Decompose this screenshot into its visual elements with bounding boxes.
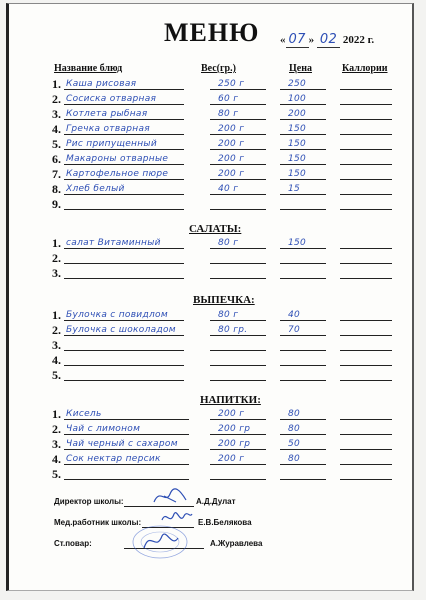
dish-name [66, 251, 182, 264]
row-number: 3. [52, 338, 61, 352]
dish-weight: 80 гр. [218, 325, 248, 335]
row-number: 4. [52, 452, 61, 466]
menu-row [0, 251, 426, 265]
dish-weight: 80 г [218, 238, 239, 248]
row-number: 3. [52, 107, 61, 121]
dish-price [288, 338, 330, 351]
dish-name: Гречка отварная [66, 124, 150, 134]
column-header-weight: Вес(гр.) [201, 63, 236, 74]
dish-calories-underline [340, 149, 392, 150]
menu-row [0, 107, 426, 121]
row-number: 4. [52, 353, 61, 367]
menu-row [0, 92, 426, 106]
dish-calories-underline [340, 134, 392, 135]
dish-name: салат Витаминный [66, 238, 161, 248]
menu-row [0, 452, 426, 466]
kitchen-stamp [130, 522, 190, 562]
column-header-calories: Каллории [342, 63, 388, 74]
dish-name: Булочка с шоколадом [66, 325, 176, 335]
dish-weight: 40 г [218, 184, 239, 194]
dish-price: 80 [288, 454, 301, 464]
dish-price [288, 467, 330, 480]
dish-name: Картофельное пюре [66, 169, 169, 179]
section-title-drinks: НАПИТКИ: [200, 394, 261, 406]
dish-name [66, 266, 182, 279]
dish-calories-underline [340, 278, 392, 279]
dish-weight: 200 г [218, 139, 245, 149]
dish-calories-underline [340, 89, 392, 90]
dish-calories-underline [340, 434, 392, 435]
dish-weight: 200 г [218, 454, 245, 464]
menu-row [0, 338, 426, 352]
dish-price: 100 [288, 94, 307, 104]
row-number: 5. [52, 137, 61, 151]
dish-name: Булочка с повидлом [66, 310, 168, 320]
dish-calories-underline [340, 179, 392, 180]
dish-price: 80 [288, 424, 301, 434]
dish-calories-underline [340, 335, 392, 336]
row-number: 7. [52, 167, 61, 181]
signature-label-cook: Ст.повар: [54, 539, 92, 548]
dish-calories-underline [340, 449, 392, 450]
dish-weight: 200 гр [218, 424, 251, 434]
row-number: 1. [52, 308, 61, 322]
dish-calories-underline [340, 320, 392, 321]
dish-weight [218, 251, 270, 264]
dish-calories-underline [340, 263, 392, 264]
dish-calories-underline [340, 164, 392, 165]
dish-price [288, 353, 330, 366]
dish-name: Чай черный с сахаром [66, 439, 178, 449]
row-number: 2. [52, 251, 61, 265]
dish-weight [218, 266, 270, 279]
dish-calories-underline [340, 104, 392, 105]
menu-row [0, 137, 426, 151]
menu-row [0, 437, 426, 451]
dish-weight: 200 г [218, 169, 245, 179]
dish-weight: 250 г [218, 79, 245, 89]
dish-name: Чай с лимоном [66, 424, 141, 434]
dish-name [66, 467, 187, 480]
menu-date: « 07 » 02 2022 г. [280, 32, 375, 47]
dish-price: 250 [288, 79, 307, 89]
dish-price: 40 [288, 310, 301, 320]
dish-name: Макароны отварные [66, 154, 169, 164]
signature-label-nurse: Мед.работник школы: [54, 518, 142, 527]
signature-name-director: А.Д.Дулат [196, 497, 236, 506]
menu-row [0, 422, 426, 436]
row-number: 2. [52, 92, 61, 106]
dish-calories-underline [340, 194, 392, 195]
date-year: 2022 г. [342, 34, 375, 46]
menu-row [0, 236, 426, 250]
section-title-pastry: ВЫПЕЧКА: [193, 294, 255, 306]
dish-weight [218, 197, 270, 210]
menu-row [0, 353, 426, 367]
dish-calories-underline [340, 479, 392, 480]
dish-weight [218, 353, 270, 366]
menu-row [0, 266, 426, 280]
dish-calories-underline [340, 209, 392, 210]
dish-weight: 200 г [218, 124, 245, 134]
dish-price: 150 [288, 169, 307, 179]
menu-row [0, 407, 426, 421]
dish-calories-underline [340, 248, 392, 249]
row-number: 4. [52, 122, 61, 136]
row-number: 9. [52, 197, 61, 211]
dish-price [288, 251, 330, 264]
dish-price [288, 368, 330, 381]
row-number: 5. [52, 467, 61, 481]
row-number: 8. [52, 182, 61, 196]
row-number: 1. [52, 407, 61, 421]
row-number: 2. [52, 323, 61, 337]
menu-row [0, 152, 426, 166]
dish-name: Кисель [66, 409, 102, 419]
dish-weight: 80 г [218, 310, 239, 320]
column-header-price: Цена [289, 63, 312, 74]
dish-weight [218, 467, 270, 480]
dish-name: Котлета рыбная [66, 109, 148, 119]
menu-row [0, 182, 426, 196]
row-number: 3. [52, 437, 61, 451]
dish-name [66, 368, 182, 381]
menu-row [0, 167, 426, 181]
director-signature [150, 486, 190, 508]
dish-price: 150 [288, 124, 307, 134]
dish-price: 150 [288, 139, 307, 149]
menu-row [0, 197, 426, 211]
dish-name: Сосиска отварная [66, 94, 157, 104]
dish-calories-underline [340, 419, 392, 420]
date-day: 07 [286, 32, 309, 48]
row-number: 1. [52, 77, 61, 91]
row-number: 1. [52, 236, 61, 250]
dish-price: 150 [288, 238, 307, 248]
dish-name: Каша рисовая [66, 79, 137, 89]
section-title-salads: САЛАТЫ: [189, 223, 242, 235]
column-header-name: Название блюд [54, 63, 123, 74]
dish-calories-underline [340, 464, 392, 465]
dish-price: 70 [288, 325, 301, 335]
dish-price: 50 [288, 439, 301, 449]
signature-name-nurse: Е.В.Белякова [198, 518, 252, 527]
dish-weight: 200 г [218, 409, 245, 419]
dish-weight: 200 гр [218, 439, 251, 449]
dish-weight [218, 338, 270, 351]
dish-name [66, 338, 182, 351]
signature-name-cook: А.Журавлева [210, 539, 263, 548]
signature-label-director: Директор школы: [54, 497, 124, 506]
menu-row [0, 323, 426, 337]
dish-weight: 200 г [218, 154, 245, 164]
dish-weight [218, 368, 270, 381]
dish-price: 15 [288, 184, 301, 194]
dish-weight: 60 г [218, 94, 239, 104]
dish-name: Сок нектар персик [66, 454, 161, 464]
dish-price: 150 [288, 154, 307, 164]
row-number: 5. [52, 368, 61, 382]
page-title: МЕНЮ [164, 18, 260, 47]
dish-calories-underline [340, 365, 392, 366]
dish-calories-underline [340, 119, 392, 120]
menu-row [0, 308, 426, 322]
dish-price [288, 197, 330, 210]
row-number: 6. [52, 152, 61, 166]
dish-price: 200 [288, 109, 307, 119]
menu-row [0, 467, 426, 481]
dish-name: Хлеб белый [66, 184, 125, 194]
dish-name [66, 197, 182, 210]
row-number: 2. [52, 422, 61, 436]
dish-price: 80 [288, 409, 301, 419]
dish-calories-underline [340, 380, 392, 381]
dish-name: Рис припущенный [66, 139, 157, 149]
menu-row [0, 368, 426, 382]
dish-price [288, 266, 330, 279]
dish-calories-underline [340, 350, 392, 351]
menu-row [0, 77, 426, 91]
date-month: 02 [317, 32, 340, 48]
row-number: 3. [52, 266, 61, 280]
dish-weight: 80 г [218, 109, 239, 119]
dish-name [66, 353, 182, 366]
menu-row [0, 122, 426, 136]
